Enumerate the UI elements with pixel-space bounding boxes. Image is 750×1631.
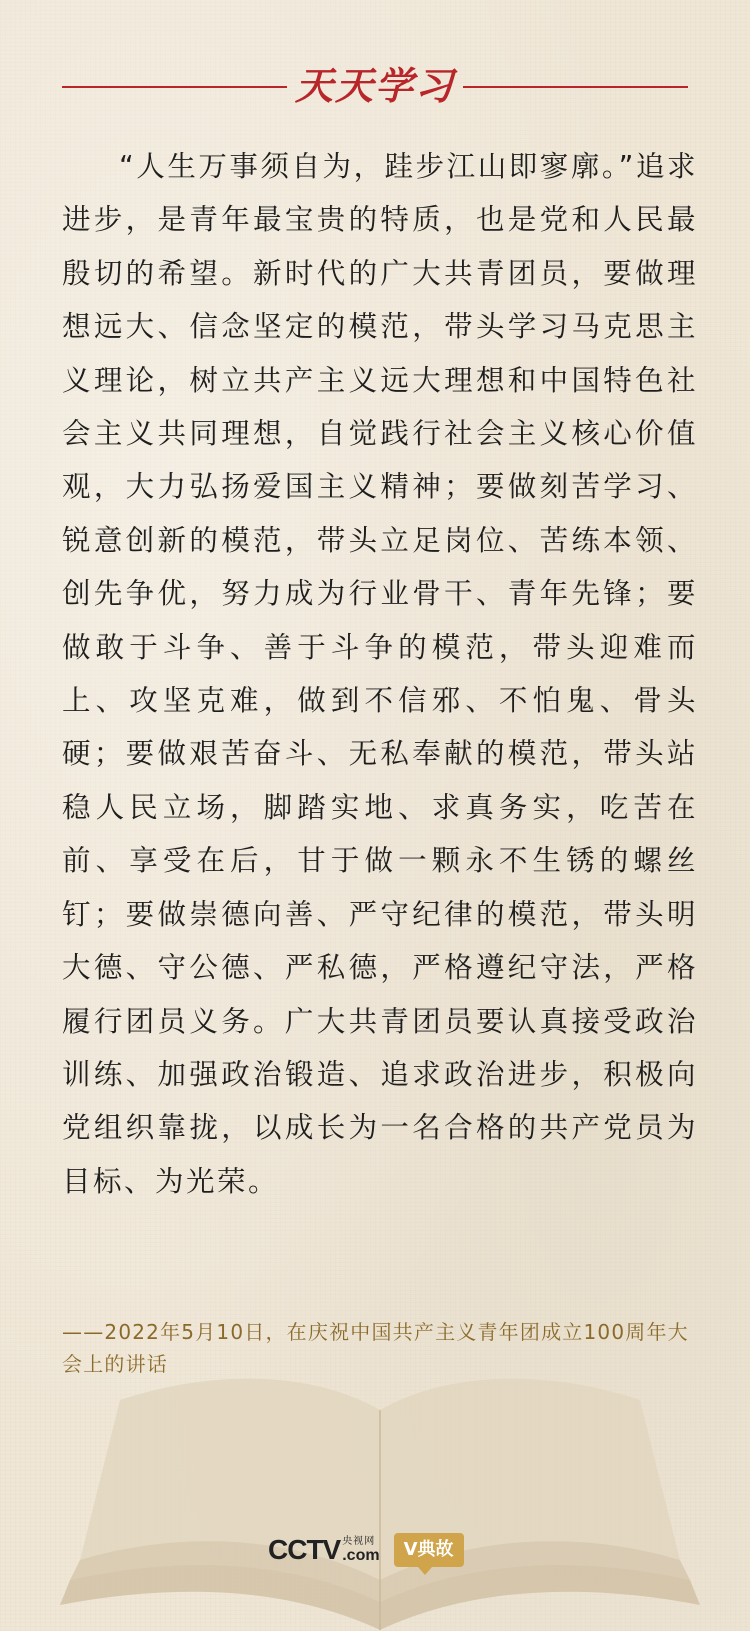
- header-divider-left: [62, 86, 287, 88]
- page-title: 天天学习: [294, 63, 455, 108]
- cctv-logo-com: .com: [342, 1547, 380, 1564]
- footer-logos: [268, 1528, 464, 1572]
- v-diangu-badge: V典故: [394, 1533, 464, 1567]
- header-banner: [62, 58, 688, 114]
- quote-source: ——2022年5月10日，在庆祝中国共产主义青年团成立100周年大会上的讲话: [62, 1320, 689, 1376]
- cctv-logo: [268, 1536, 380, 1564]
- header-divider-right: [463, 86, 688, 88]
- quote-paragraph: “人生万事须自为，跬步江山即寥廓。”追求进步，是青年最宝贵的特质，也是党和人民最殷切的希望。新时代的广大共青团员，要做理想远大、信念坚定的模范，带头学习马克思主义理论，树立共产主义远大理想和中国特色社会主义共同理想，自觉践行社会主义核心价值观，大力弘扬爱国主义精神；要做刻苦学习、锐意创新的模范，带头立足岗位、苦练本领、创先争优，努力成为行业骨干、青年先锋；要做敢于斗争、善于斗争的模范，带头迎难而上、攻坚克难，做到不信邪、不怕鬼、骨头硬；要做艰苦奋斗、无私奉献的模范，带头站稳人民立场，脚踏实地、求真务实，吃苦在前、享受在后，甘于做一颗永不生锈的螺丝钉；要做崇德向善、严守纪律的模范，带头明大德、守公德、严私德，严格遵纪守法，严格履行团员义务。广大共青团员要认真接受政治训练、加强政治锻造、追求政治进步，积极向党组织靠拢，以成长为一名合格的共产党员为目标、为光荣。: [62, 150, 698, 1198]
- cctv-logo-mark: CCTV: [268, 1534, 341, 1565]
- cctv-logo-cn: 央视网: [342, 1536, 376, 1547]
